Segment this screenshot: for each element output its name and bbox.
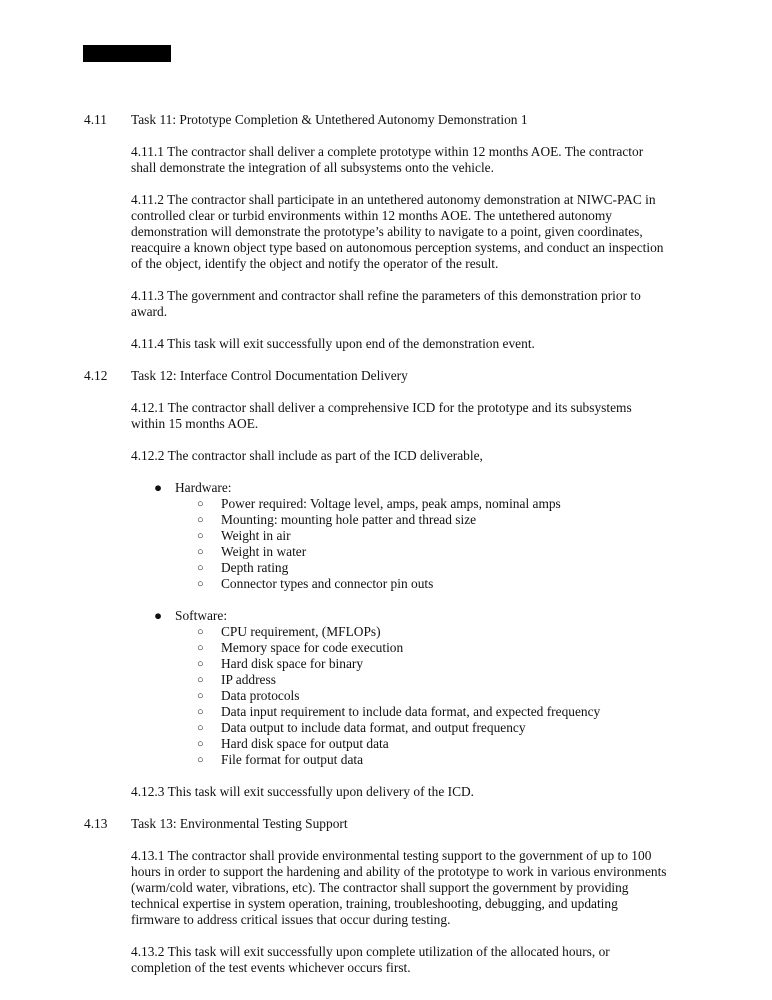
list-item: IP address xyxy=(221,672,276,687)
section-number-4-12: 4.12 xyxy=(84,368,108,383)
list-item: Weight in water xyxy=(221,544,307,559)
paragraph-line: 4.11.1 The contractor shall deliver a complete prototype within 12 months AOE. The contractor xyxy=(131,144,644,159)
list-item: Hard disk space for binary xyxy=(221,656,364,671)
paragraph-line: controlled clear or turbid environments within 12 months AOE. The untethered autonomy xyxy=(131,208,612,223)
list-item: Mounting: mounting hole patter and thread size xyxy=(221,512,477,527)
circle-bullet-icon: ○ xyxy=(197,674,204,686)
paragraph-line: 4.12.2 The contractor shall include as part of the ICD deliverable, xyxy=(131,448,483,463)
list-item: Weight in air xyxy=(221,528,291,543)
paragraph-line: 4.12.1 The contractor shall deliver a comprehensive ICD for the prototype and its subsystems xyxy=(131,400,632,415)
list-item: Data protocols xyxy=(221,688,300,703)
circle-bullet-icon: ○ xyxy=(197,514,204,526)
paragraph-line: within 15 months AOE. xyxy=(131,416,259,431)
list-item: File format for output data xyxy=(221,752,364,767)
list-item: Power required: Voltage level, amps, peak amps, nominal amps xyxy=(221,496,561,511)
paragraph-line: of the object, identify the object and notify the operator of the result. xyxy=(131,256,499,271)
bullet-icon: ● xyxy=(154,480,163,495)
circle-bullet-icon: ○ xyxy=(197,754,204,766)
circle-bullet-icon: ○ xyxy=(197,690,204,702)
section-title-4-13: Task 13: Environmental Testing Support xyxy=(131,816,348,831)
paragraph-line: shall demonstrate the integration of all subsystems onto the vehicle. xyxy=(131,160,494,175)
paragraph-line: hours in order to support the hardening and ability of the prototype to work in various environments xyxy=(131,864,667,879)
paragraph-line: 4.13.1 The contractor shall provide environmental testing support to the government of up to 100 xyxy=(131,848,652,863)
paragraph-line: 4.13.2 This task will exit successfully upon complete utilization of the allocated hours, or xyxy=(131,944,610,959)
paragraph-line: technical expertise in system operation, training, troubleshooting, debugging, and updating xyxy=(131,896,618,911)
circle-bullet-icon: ○ xyxy=(197,722,204,734)
circle-bullet-icon: ○ xyxy=(197,626,204,638)
list-label-hardware: Hardware: xyxy=(175,480,232,495)
paragraph-line: 4.11.4 This task will exit successfully upon end of the demonstration event. xyxy=(131,336,535,351)
section-number-4-11: 4.11 xyxy=(84,112,107,127)
list-label-software: Software: xyxy=(175,608,228,623)
paragraph-line: demonstration will demonstrate the prototype’s ability to navigate to a point, given coordinates, xyxy=(131,224,643,239)
paragraph-line: 4.12.3 This task will exit successfully upon delivery of the ICD. xyxy=(131,784,475,799)
circle-bullet-icon: ○ xyxy=(197,498,204,510)
list-item: CPU requirement, (MFLOPs) xyxy=(221,624,381,639)
redaction-block xyxy=(83,45,171,62)
list-item: Memory space for code execution xyxy=(221,640,404,655)
paragraph-line: 4.11.2 The contractor shall participate in an untethered autonomy demonstration at NIWC-PAC in xyxy=(131,192,656,207)
circle-bullet-icon: ○ xyxy=(197,562,204,574)
circle-bullet-icon: ○ xyxy=(197,530,204,542)
circle-bullet-icon: ○ xyxy=(197,642,204,654)
circle-bullet-icon: ○ xyxy=(197,546,204,558)
list-item: Hard disk space for output data xyxy=(221,736,389,751)
bullet-icon: ● xyxy=(154,608,163,623)
section-title-4-11: Task 11: Prototype Completion & Untethered Autonomy Demonstration 1 xyxy=(131,112,528,127)
paragraph-line: 4.11.3 The government and contractor shall refine the parameters of this demonstration prior to xyxy=(131,288,641,303)
circle-bullet-icon: ○ xyxy=(197,706,204,718)
list-item: Depth rating xyxy=(221,560,289,575)
list-item: Data output to include data format, and output frequency xyxy=(221,720,526,735)
list-item: Data input requirement to include data format, and expected frequency xyxy=(221,704,601,719)
section-title-4-12: Task 12: Interface Control Documentation Delivery xyxy=(131,368,408,383)
section-number-4-13: 4.13 xyxy=(84,816,108,831)
paragraph-line: (warm/cold water, vibrations, etc). The contractor shall support the government by providing xyxy=(131,880,629,895)
circle-bullet-icon: ○ xyxy=(197,578,204,590)
paragraph-line: firmware to address critical issues that occur during testing. xyxy=(131,912,451,927)
paragraph-line: reacquire a known object type based on autonomous perception systems, and conduct an inspection xyxy=(131,240,664,255)
circle-bullet-icon: ○ xyxy=(197,738,204,750)
circle-bullet-icon: ○ xyxy=(197,658,204,670)
list-item: Connector types and connector pin outs xyxy=(221,576,434,591)
paragraph-line: completion of the test events whichever occurs first. xyxy=(131,960,411,975)
paragraph-line: award. xyxy=(131,304,168,319)
